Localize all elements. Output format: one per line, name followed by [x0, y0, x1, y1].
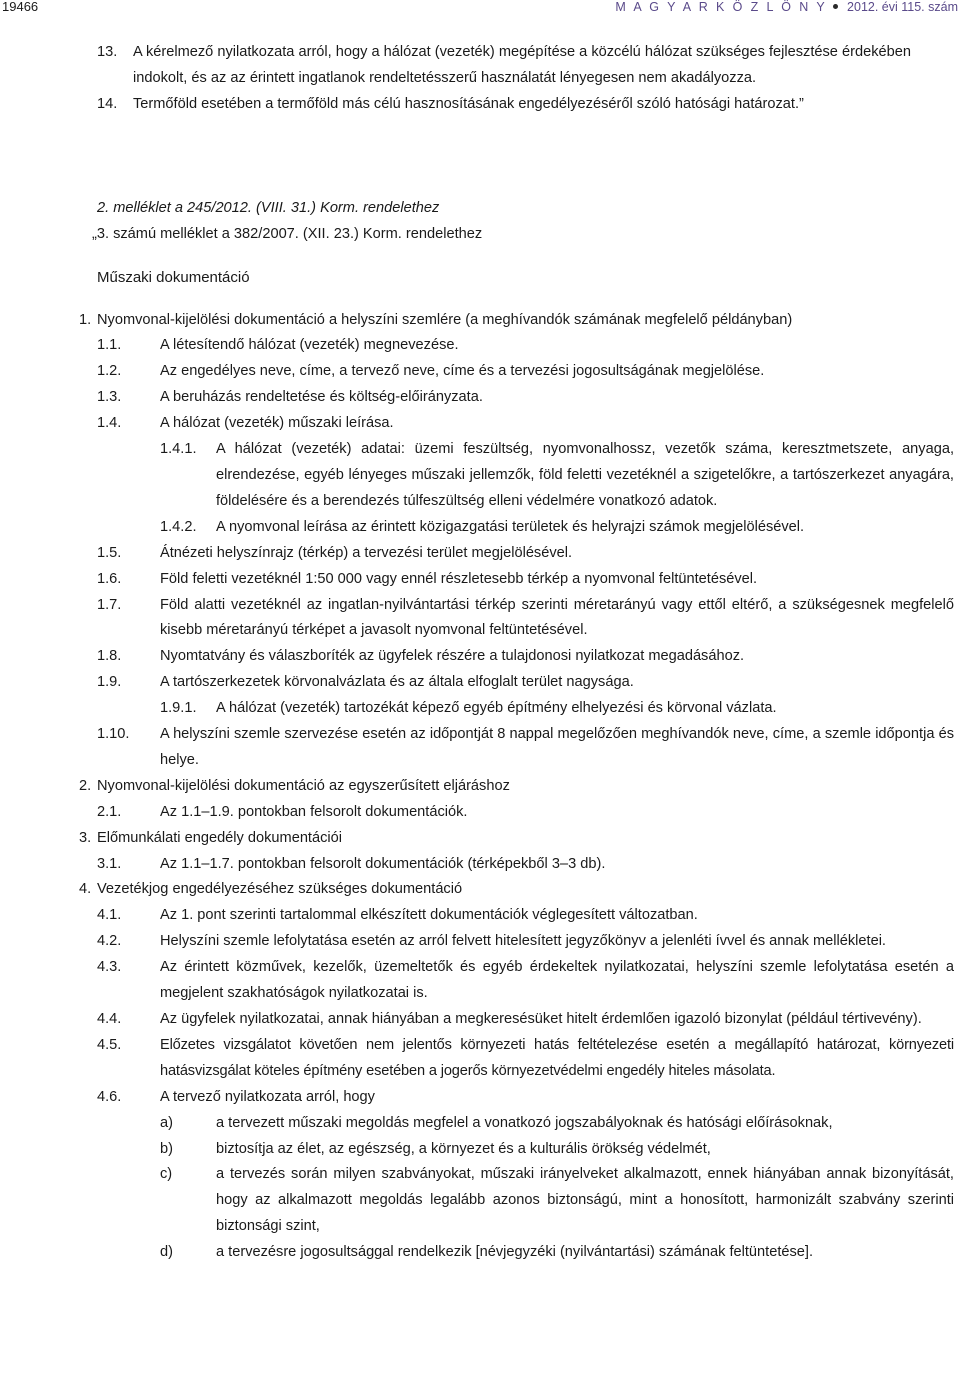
list-item: 1.6. Föld feletti vezetéknél 1:50 000 vagy ennél részletesebb térkép a nyomvonal feltüntetésével. [97, 570, 758, 587]
list-item: 4.2. Helyszíni szemle lefolytatása esetén az arról felvett hitelesített jegyzőkönyv a jelenléti ívvel és annak mellékletei. [97, 933, 886, 950]
journal-header [615, 0, 958, 14]
list-item: 4.3. Az érintett közművek, kezelők, üzemeltetők és egyéb érdekeltek nyilatkozatai, helyszíni szemle lefolytatása esetén a megjelent szakhatóságok nyilatkozatai is. [97, 959, 954, 1002]
annex-reference-original: „3. számú melléklet a 382/2007. (XII. 23.) Korm. rendelethez [92, 225, 483, 242]
list-item: 3.1. Az 1.1–1.7. pontokban felsorolt dokumentációk (térképekből 3–3 db). [97, 855, 606, 872]
item-text: A kérelmező nyilatkozata arról, hogy a hálózat (vezeték) megépítése a közcélú hálózat szükséges fejlesztése érdekében indokolt, és az az érintett ingatlanok rendeltetésszerű használatát lényegesen nem akadályozza. [133, 44, 911, 86]
list-item: 4.6. A tervező nyilatkozata arról, hogy [97, 1088, 375, 1105]
list-item: 1.10. A helyszíni szemle szervezése esetén az időpontját 8 nappal megelőzően meghívandók neve, címe, a szemle időpontja és helye. [97, 726, 954, 768]
list-item: 1.8. Nyomtatvány és válaszboríték az ügyfelek részére a tulajdonosi nyilatkozat megadásához. [97, 648, 745, 665]
list-item: b) biztosítja az élet, az egészség, a környezet és a kulturális örökség védelmét, [160, 1140, 711, 1157]
list-item: 4. Vezetékjog engedélyezéséhez szükséges dokumentáció [79, 881, 463, 898]
item-text: Termőföld esetében a termőföld más célú hasznosításának engedélyezéséről szóló hatósági határozat.” [133, 95, 804, 112]
list-item: 1.9.1. A hálózat (vezeték) tartozékát képező egyéb építmény elhelyezési és körvonal vázlata. [160, 700, 777, 717]
item-number: 14. [97, 95, 118, 112]
issue-number: 2012. évi 115. szám [847, 0, 958, 14]
list-item: 1.7. Föld alatti vezetéknél az ingatlan-nyilvántartási térkép szerinti méretarányú vagy ettől eltérő, a szükségesnek megfelelő kisebb méretarányú térképet a javasolt nyomvonal feltüntetésével. [97, 596, 954, 639]
list-item: 2.1. Az 1.1–1.9. pontokban felsorolt dokumentációk. [97, 803, 468, 820]
list-item: 2. Nyomvonal-kijelölési dokumentáció az egyszerűsített eljáráshoz [79, 777, 510, 794]
list-item: 1.9. A tartószerkezetek körvonalvázlata és az általa elfoglalt terület nagysága. [97, 674, 634, 691]
list-item: d) a tervezésre jogosultsággal rendelkezik [névjegyzéki (nyilvántartási) számának feltüntetése]. [160, 1244, 814, 1261]
list-item: 1.5. Átnézeti helyszínrajz (térkép) a tervezési terület megjelölésével. [97, 544, 573, 561]
list-item: 1.2. Az engedélyes neve, címe, a tervező neve, címe és a tervezési jogosultságának megjelölése. [97, 363, 765, 380]
page-header [0, 0, 960, 20]
document-title: Műszaki dokumentáció [97, 268, 250, 286]
page-number: 19466 [2, 0, 39, 14]
list-item-14 [0, 92, 960, 118]
list-item: 1.4. A hálózat (vezeték) műszaki leírása. [97, 415, 394, 432]
list-item: 1.4.1. A hálózat (vezeték) adatai: üzemi feszültség, nyomvonalhossz, vezetők száma, keresztmetszete, anyaga, elrendezése, egyéb lényeges műszaki jellemzők, föld feletti vezetéknél a szigetelőkre, a tartószerkezet anyagára, földelésére és a berendezés túlfeszültség elleni védelmére vonatkozó adatok. [160, 441, 954, 509]
list-item: 1.1. A létesítendő hálózat (vezeték) megnevezése. [97, 337, 459, 354]
document-body [0, 40, 960, 1266]
annex-reference: 2. melléklet a 245/2012. (VIII. 31.) Korm. rendelethez [97, 199, 440, 216]
list-item: 3. Előmunkálati engedély dokumentációi [79, 829, 343, 846]
list-item: 1. Nyomvonal-kijelölési dokumentáció a helyszíni szemlére (a meghívandók számának megfelelő példányban) [79, 311, 793, 328]
list-item: 4.5. Előzetes vizsgálatot követően nem jelentős környezeti hatás feltételezése esetén a megállapító határozat, környezeti hatásvizsgálat köteles építmény esetében a jogerős környezetvédelmi engedély hiteles másolata. [97, 1036, 954, 1079]
list-item: c) a tervezés során milyen szabványokat, műszaki irányelveket alkalmazott, ennek hiányában annak bizonyítását, hogy az alkalmazott megoldás legalább azonos biztonságú, mint a honosított, harmonizált szabvány szerinti biztonsági szint, [160, 1166, 954, 1235]
journal-name: M A G Y A R K Ö Z L Ö N Y [615, 0, 828, 14]
bullet-separator [833, 4, 838, 9]
item-number: 13. [97, 44, 118, 60]
list-item: 1.4.2. A nyomvonal leírása az érintett közigazgatási területek és helyrajzi számok megjelölésével. [160, 518, 805, 535]
list-item: a) a tervezett műszaki megoldás megfelel a vonatkozó jogszabályoknak és hatósági előírásoknak, [160, 1114, 833, 1131]
list-item: 4.1. Az 1. pont szerinti tartalommal elkészített dokumentációk véglegesített változatban. [97, 907, 698, 924]
list-item: 4.4. Az ügyfelek nyilatkozatai, annak hiányában a megkeresésüket hitelt érdemlően igazoló bizonylat (például tértivevény). [97, 1011, 922, 1027]
list-item: 1.3. A beruházás rendeltetése és költség-előirányzata. [97, 389, 483, 406]
list-item-13 [0, 40, 960, 92]
